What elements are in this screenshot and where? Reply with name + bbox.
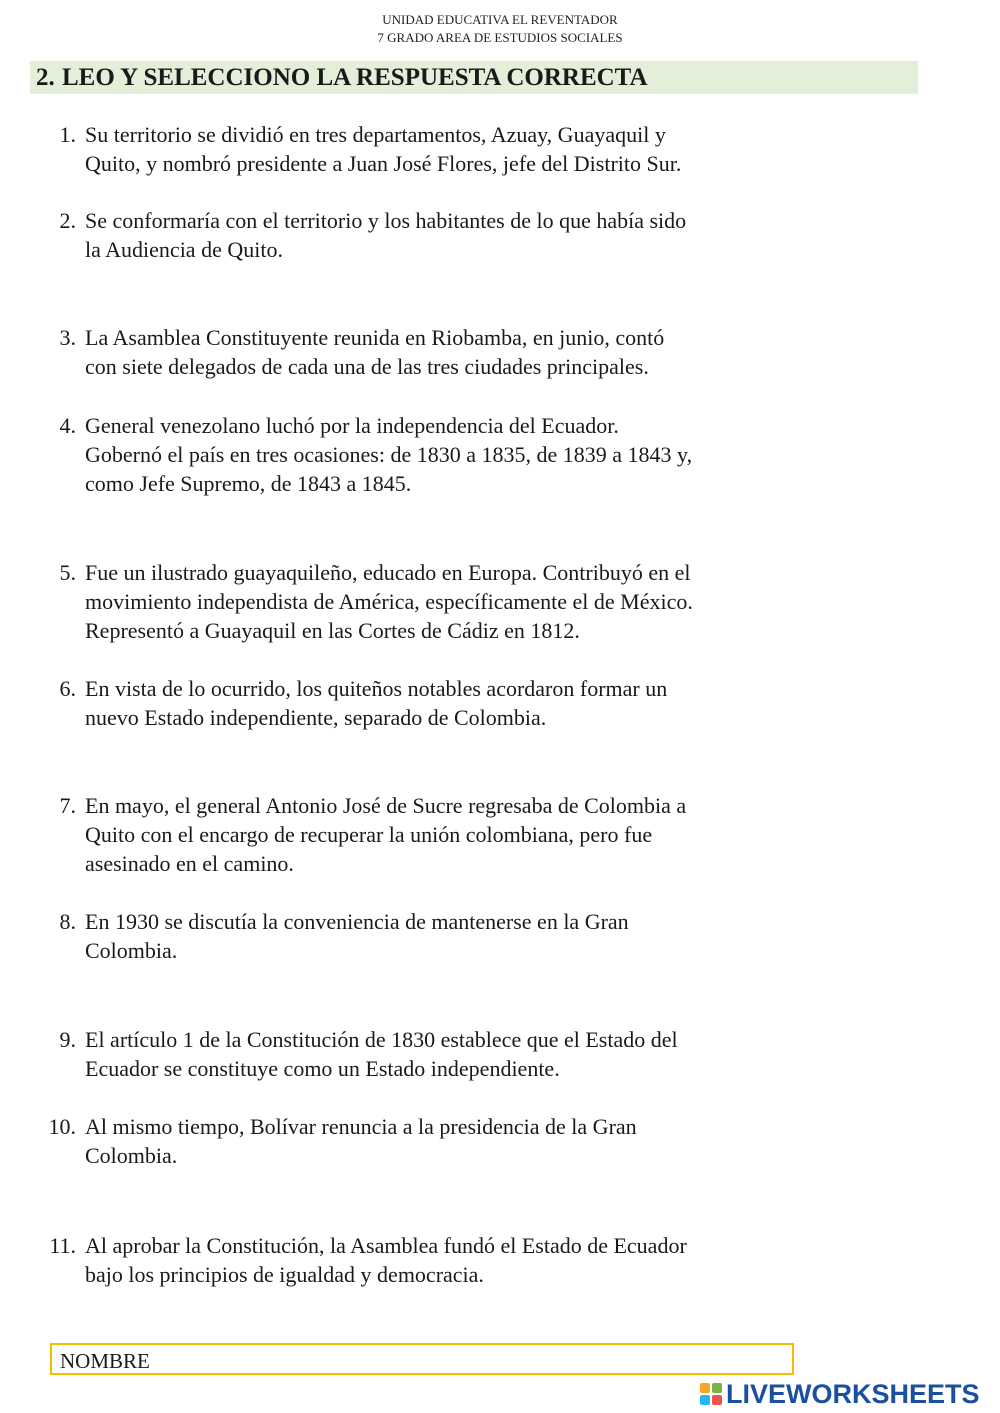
question-number: 11. [49,1233,76,1258]
question-number: 3. [59,325,76,350]
question-text [85,120,800,178]
question-number: 9. [59,1027,76,1052]
section-title [36,62,648,93]
question-line: Quito con el encargo de recuperar la unión colombiana, pero fue [85,822,653,847]
question-line: Gobernó el país en tres ocasiones: de 1830 a 1835, de 1839 a 1843 y, [85,442,693,467]
question-line: En 1930 se discutía la conveniencia de mantenerse en la Gran [85,909,629,934]
question-text [85,558,800,645]
question-text [85,411,800,498]
question-line: Representó a Guayaquil en las Cortes de Cádiz en 1812. [85,618,580,643]
question-line: Colombia. [85,1143,178,1168]
question-line: como Jefe Supremo, de 1843 a 1845. [85,471,412,496]
question-line: Ecuador se constituye como un Estado independiente. [85,1056,560,1081]
logo-square-4 [712,1395,722,1405]
school-name: UNIDAD EDUCATIVA EL REVENTADOR [382,12,618,27]
question-line: asesinado en el camino. [85,851,294,876]
logo-square-3 [700,1395,710,1405]
liveworksheets-logo [700,1379,980,1409]
question-line: Quito, y nombró presidente a Juan José Flores, jefe del Distrito Sur. [85,151,682,176]
question-text [85,323,800,381]
section-number: 2. [36,64,55,91]
liveworksheets-mark-icon [700,1383,722,1405]
question-line: movimiento independista de América, específicamente el de México. [85,589,693,614]
question-text [85,791,800,878]
question-line: Al aprobar la Constitución, la Asamblea fundó el Estado de Ecuador [85,1233,687,1258]
question-line: En vista de lo ocurrido, los quiteños notables acordaron formar un [85,676,668,701]
question-text [85,674,800,732]
question-number: 1. [59,122,76,147]
question-number: 2. [59,208,76,233]
question-text [85,1112,800,1170]
section-title-text: LEO Y SELECCIONO LA RESPUESTA CORRECTA [62,64,648,91]
logo-square-1 [700,1383,710,1393]
question-text [85,1231,800,1289]
question-number: 7. [59,793,76,818]
question-line: General venezolano luchó por la independencia del Ecuador. [85,413,619,438]
question-line: La Asamblea Constituyente reunida en Riobamba, en junio, contó [85,325,665,350]
question-number: 8. [59,909,76,934]
logo-square-2 [712,1383,722,1393]
question-text [85,907,800,965]
question-number: 5. [59,560,76,585]
question-line: la Audiencia de Quito. [85,237,283,262]
question-line: Fue un ilustrado guayaquileño, educado en Europa. Contribuyó en el [85,560,691,585]
question-line: bajo los principios de igualdad y democracia. [85,1262,484,1287]
question-number: 6. [59,676,76,701]
question-line: Se conformaría con el territorio y los habitantes de lo que había sido [85,208,687,233]
question-line: Su territorio se dividió en tres departamentos, Azuay, Guayaquil y [85,122,666,147]
question-text [85,206,800,264]
question-line: Al mismo tiempo, Bolívar renuncia a la presidencia de la Gran [85,1114,637,1139]
name-field[interactable] [50,1343,794,1375]
question-line: En mayo, el general Antonio José de Sucre regresaba de Colombia a [85,793,687,818]
name-label: NOMBRE [60,1349,150,1373]
question-line: con siete delegados de cada una de las tres ciudades principales. [85,354,649,379]
question-number: 4. [59,413,76,438]
question-line: El artículo 1 de la Constitución de 1830 establece que el Estado del [85,1027,678,1052]
question-line: Colombia. [85,938,178,963]
liveworksheets-text: LIVEWORKSHEETS [726,1378,980,1409]
question-number: 10. [48,1114,76,1139]
question-text [85,1025,800,1083]
question-line: nuevo Estado independiente, separado de Colombia. [85,705,547,730]
grade-subject: 7 GRADO AREA DE ESTUDIOS SOCIALES [377,30,623,45]
